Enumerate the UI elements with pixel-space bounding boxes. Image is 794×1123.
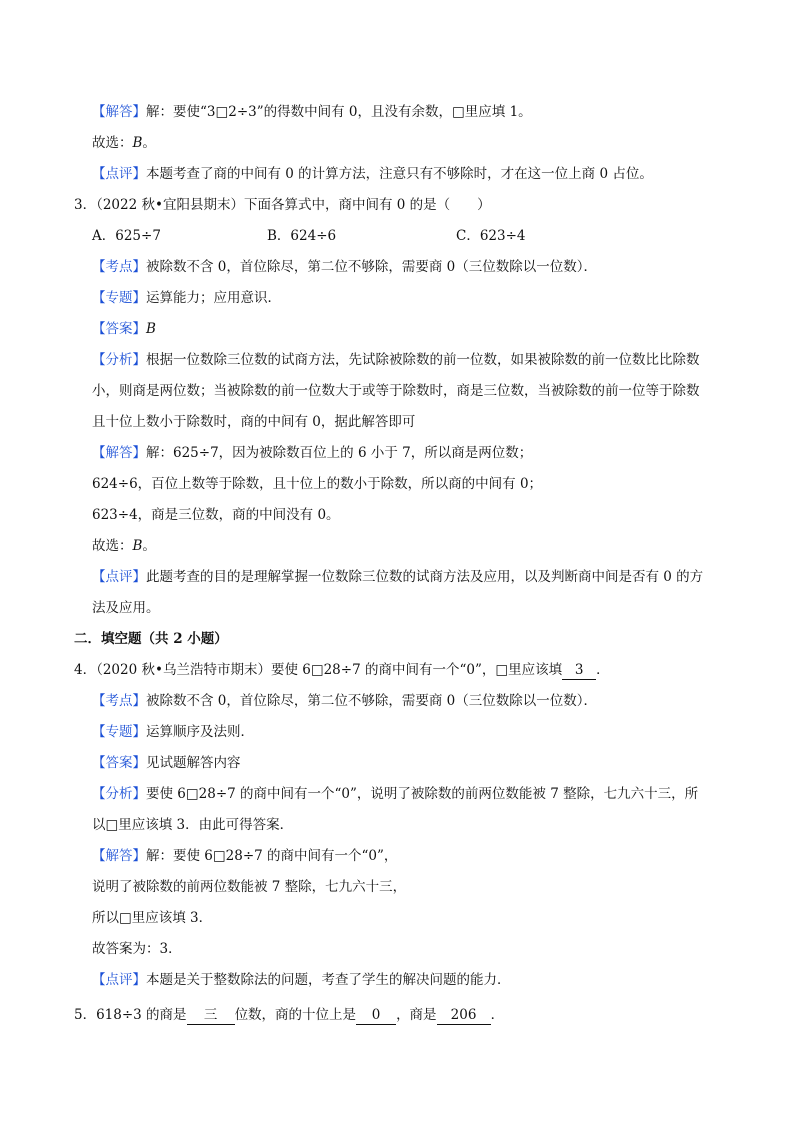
line-text: 。 <box>142 135 156 151</box>
answer-blank: 3 <box>562 661 596 680</box>
q4-analysis-line <box>92 785 698 803</box>
option-b: B．624÷6 <box>267 228 337 244</box>
line-text: 解：625÷7，因为被除数百位上的 6 小于 7，所以商是两位数； <box>146 445 533 461</box>
q3-solution-line <box>92 444 532 462</box>
line-text: 。 <box>142 538 156 554</box>
option-c: C．623÷4 <box>456 228 526 244</box>
answer-blank: 206 <box>437 1006 491 1025</box>
tag-label: 【答案】 <box>92 755 146 771</box>
line-text: 解：要使“3□2÷3”的得数中间有 0，且没有余数，□里应填 1。 <box>146 104 532 120</box>
q4-answer-result: 故答案为：3． <box>92 941 182 957</box>
q4-zhuanti-line <box>92 723 254 741</box>
line-text: ． <box>490 1007 505 1023</box>
line-text: 此题考查的目的是理解掌握一位数除三位数的试商方法及应用，以及判断商中间是否有 0 的方 <box>146 569 704 585</box>
q3-comment-line <box>92 568 703 586</box>
q4-solution-line-3: 所以□里应该填 3． <box>92 910 213 926</box>
option-a: A．625÷7 <box>92 228 161 244</box>
tag-label: 【点评】 <box>92 166 146 182</box>
tag-label: 【点评】 <box>92 972 146 988</box>
answer-letter: B <box>146 321 156 337</box>
line-text: 要使 6□28÷7 的商中间有一个“0”，说明了被除数的前两位数能被 7 整除，七九六十三，所 <box>146 786 699 802</box>
q4-analysis-line-2: 以□里应该填 3．由此可得答案． <box>92 817 294 833</box>
line-text: 运算顺序及法则． <box>146 724 254 740</box>
q4-solution-line <box>92 847 397 865</box>
line-text: 位数，商的十位上是 <box>234 1007 357 1023</box>
line-text: 见试题解答内容 <box>146 755 241 771</box>
line-text: 运算能力；应用意识． <box>146 290 281 306</box>
tag-label: 【解答】 <box>92 445 146 461</box>
tag-label: 【解答】 <box>92 104 146 120</box>
answer-blank: 0 <box>356 1006 396 1025</box>
q3-answer-line <box>92 320 156 338</box>
q3-analysis-line <box>92 351 700 369</box>
line-text: ． <box>596 662 610 678</box>
q3-stem: 3．（2022 秋•宜阳县期末）下面各算式中，商中间有 0 的是（ ） <box>74 197 491 213</box>
q2-solution-line <box>92 103 532 121</box>
answer-blank: 三 <box>187 1006 235 1025</box>
section-heading: 二．填空题（共 2 小题） <box>74 631 228 647</box>
tag-label: 【答案】 <box>92 321 146 337</box>
line-text: 被除数不含 0，首位除尽，第二位不够除，需要商 0（三位数除以一位数）． <box>146 693 598 709</box>
q4-answer-line <box>92 754 241 772</box>
line-text: 解：要使 6□28÷7 的商中间有一个“0”， <box>146 848 398 864</box>
answer-letter: B <box>132 135 143 151</box>
tag-label: 【考点】 <box>92 259 146 275</box>
q3-kaodian-line <box>92 258 597 276</box>
q3-choice-line <box>92 537 156 555</box>
line-text: 故选： <box>92 538 133 554</box>
q5-stem <box>74 1006 504 1025</box>
answer-letter: B <box>132 538 143 554</box>
q3-comment-line-2: 法及应用。 <box>92 600 160 616</box>
q3-solution-line-2: 624÷6，百位上数等于除数，且十位上的数小于除数，所以商的中间有 0； <box>92 476 543 492</box>
q4-comment-line <box>92 971 511 989</box>
q3-analysis-line-2: 小，则商是两位数；当被除数的前一位数大于或等于除数时，商是三位数，当被除数的前一位等于除数 <box>92 383 700 399</box>
tag-label: 【专题】 <box>92 724 146 740</box>
tag-label: 【分析】 <box>92 352 146 368</box>
q2-comment-line <box>92 165 653 183</box>
q3-analysis-line-3: 且十位上数小于除数时，商的中间有 0，据此解答即可 <box>92 414 416 430</box>
q3-zhuanti-line <box>92 289 281 307</box>
line-text: 根据一位数除三位数的试商方法，先试除被除数的前一位数，如果被除数的前一位数比比除数 <box>146 352 700 368</box>
q4-solution-line-2: 说明了被除数的前两位数能被 7 整除，七九六十三， <box>92 879 407 895</box>
tag-label: 【分析】 <box>92 786 146 802</box>
q4-stem <box>74 661 610 680</box>
tag-label: 【解答】 <box>92 848 146 864</box>
tag-label: 【点评】 <box>92 569 146 585</box>
line-text: ，商是 <box>396 1007 437 1023</box>
q4-kaodian-line <box>92 692 597 710</box>
line-text: 本题考查了商的中间有 0 的计算方法，注意只有不够除时，才在这一位上商 0 占位。 <box>146 166 653 182</box>
line-text: 本题是关于整数除法的问题，考查了学生的解决问题的能力． <box>146 972 511 988</box>
q2-choice-line <box>92 134 156 152</box>
line-text: 被除数不含 0，首位除尽，第二位不够除，需要商 0（三位数除以一位数）． <box>146 259 598 275</box>
line-text: 5．618÷3 的商是 <box>74 1007 187 1023</box>
tag-label: 【考点】 <box>92 693 146 709</box>
line-text: 4．（2020 秋•乌兰浩特市期末）要使 6□28÷7 的商中间有一个“0”，□里应该填 <box>74 662 563 678</box>
tag-label: 【专题】 <box>92 290 146 306</box>
q3-solution-line-3: 623÷4，商是三位数，商的中间没有 0。 <box>92 507 340 523</box>
line-text: 故选： <box>92 135 133 151</box>
